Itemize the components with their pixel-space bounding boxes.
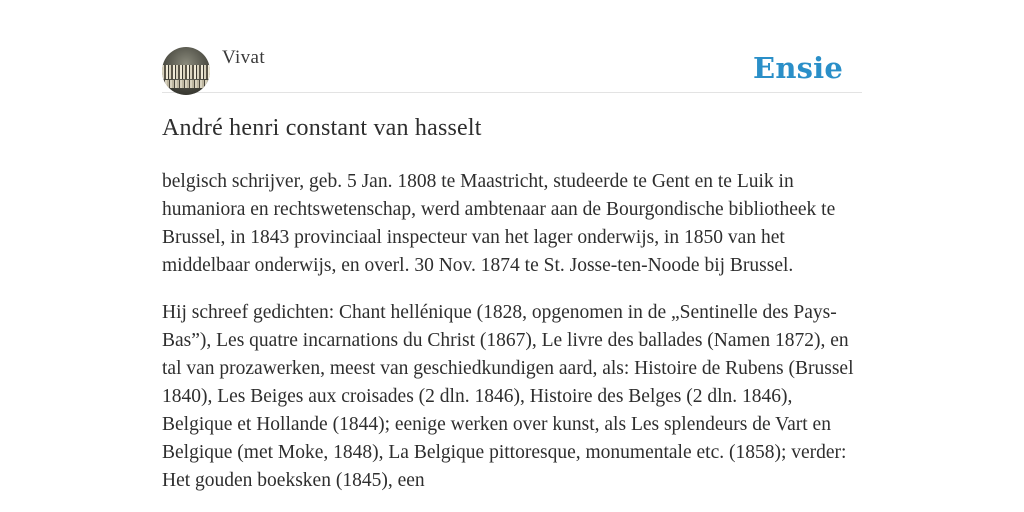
ensie-logo-link[interactable]: Ensie xyxy=(753,51,843,85)
article-paragraph: belgisch schrijver, geb. 5 Jan. 1808 te Maastricht, studeerde te Gent en te Luik in humaniora en rechtswetenschap, werd ambtenaar aan de Bourgondische bibliotheek te Brussel, in 1843 provinciaal inspecteur van het lager onderwijs, in 1850 van het middelbaar onderwijs, en overl. 30 Nov. 1874 te St. Josse-ten-Noode bij Brussel. xyxy=(162,171,836,276)
article-body xyxy=(162,168,866,512)
avatar-bookshelf-image xyxy=(162,65,210,79)
avatar-bookshelf-image-lower xyxy=(162,80,210,88)
author-name[interactable]: Vivat xyxy=(222,47,266,68)
article-paragraph: Hij schreef gedichten: Chant hellénique (1828, opgenomen in de „Sentinelle des Pays-Bas”), Les quatre incarnations du Christ (1867), Le livre des ballades (Namen 1872), en tal van prozawerken, meest van geschiedkundigen aard, als: Histoire de Rubens (Brussel 1840), Les Beiges aux croisades (2 dln. 1846), Histoire des Belges (2 dln. 1846), Belgique et Hollande (1844); eenige werken over kunst, als Les splendeurs de Vart en Belgique (met Moke, 1848), La Belgique pittoresque, monumentale etc. (1858); verder: Het gouden boeksken (1845), een xyxy=(162,302,854,491)
header xyxy=(162,46,862,93)
author-avatar[interactable] xyxy=(162,47,210,95)
page-title: André henri constant van hasselt xyxy=(162,115,482,141)
